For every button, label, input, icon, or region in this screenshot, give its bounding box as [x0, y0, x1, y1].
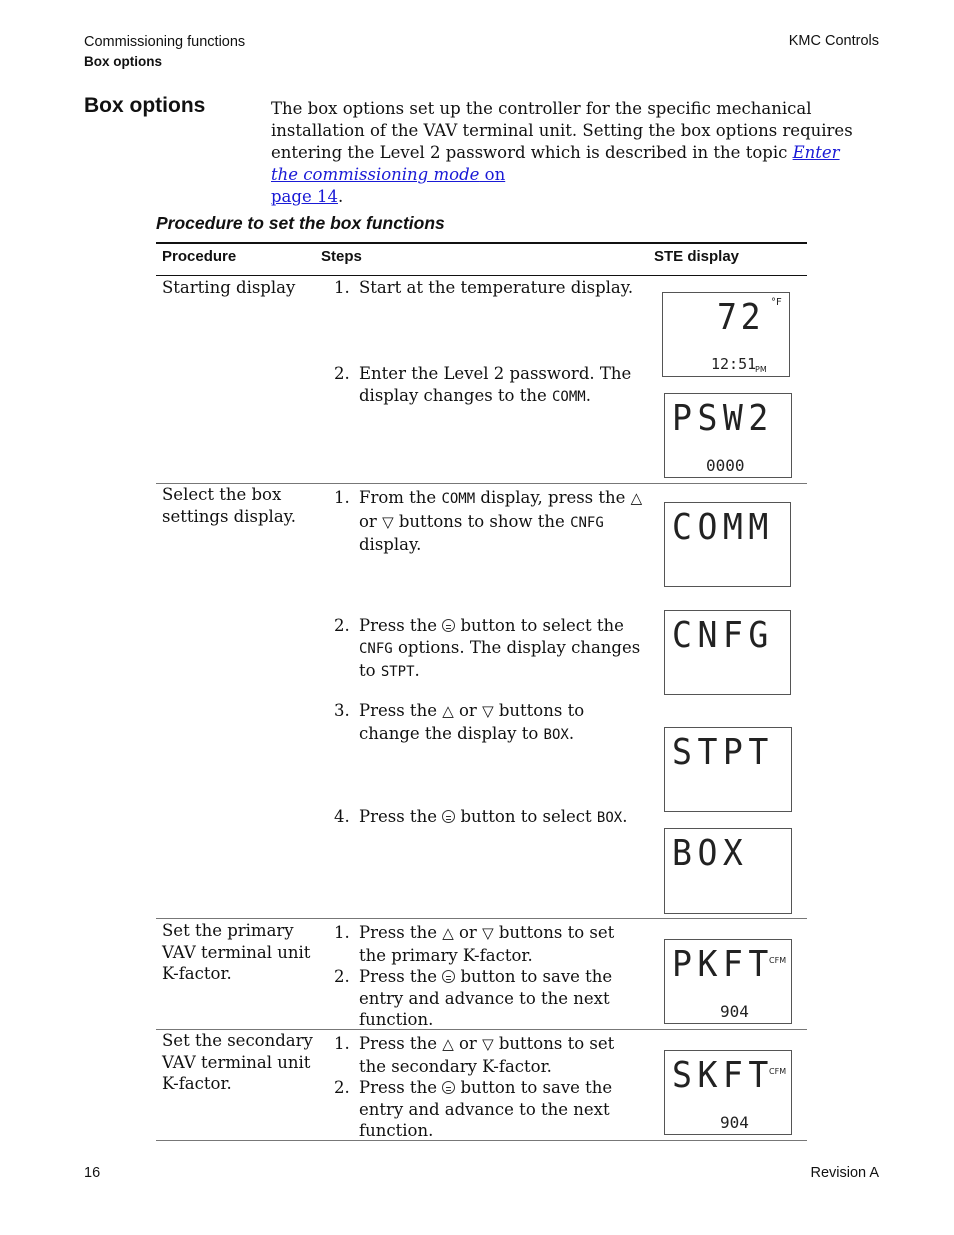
down-arrow-icon: ▽ — [482, 702, 494, 720]
lcd-unit: °F — [771, 297, 782, 308]
lcd-label-stpt: STPT — [380, 664, 415, 680]
step-number: 3. — [334, 701, 350, 720]
lcd-main-value: 72 — [717, 297, 765, 338]
lcd-main-value: SKFT — [672, 1055, 774, 1096]
intro-text: The box options set up the controller for the specific mechanical installation of the VAV terminal unit. Setting the box options requires entering the Level 2 password which is described in the topic — [271, 99, 853, 162]
down-arrow-icon: ▽ — [482, 924, 494, 942]
intro-paragraph — [271, 98, 871, 208]
running-header — [84, 33, 245, 71]
link-on[interactable]: on — [479, 165, 506, 184]
up-arrow-icon: △ — [442, 1035, 454, 1053]
step-text: Press the △ or ▽ buttons to set the secondary K-factor. — [359, 1034, 615, 1076]
step-text: Press the △ or ▽ buttons to change the display to BOX. — [359, 701, 585, 743]
step-text: Start at the temperature display. — [359, 278, 634, 297]
step-number: 4. — [334, 807, 350, 826]
row-divider — [156, 918, 807, 919]
col-header-procedure: Procedure — [162, 248, 237, 265]
enter-button-icon — [442, 619, 455, 632]
lcd-small-value: 904 — [720, 1113, 749, 1132]
lcd-display-box — [664, 828, 792, 914]
lcd-small-value: 0000 — [706, 456, 745, 475]
lcd-unit: CFM — [769, 956, 787, 965]
lcd-display-comm — [664, 502, 791, 587]
lcd-time-unit: PM — [755, 365, 767, 374]
lcd-display-psw2 — [664, 393, 792, 478]
procedure-primary-k-factor: Set the primary VAV terminal unit K-factor. — [162, 921, 311, 983]
intro-end: . — [337, 187, 344, 206]
down-arrow-icon: ▽ — [382, 512, 394, 531]
col-header-ste-display: STE display — [654, 248, 740, 265]
lcd-small-value: 904 — [720, 1002, 749, 1021]
procedure-select-box-settings: Select the box settings display. — [162, 485, 297, 526]
header-section: Commissioning functions — [84, 34, 246, 50]
lcd-display-cnfg — [664, 610, 791, 695]
lcd-main-value: STPT — [672, 732, 774, 773]
up-arrow-icon: △ — [630, 489, 643, 507]
lcd-main-value: BOX — [672, 833, 749, 874]
lcd-display-skft — [664, 1050, 792, 1135]
lcd-time: 12:51 — [711, 355, 757, 373]
lcd-main-value: PKFT — [672, 944, 774, 985]
procedure-title: Procedure to set the box functions — [156, 213, 445, 233]
revision-label: Revision A — [810, 1165, 879, 1181]
lcd-main-value: PSW2 — [672, 398, 774, 439]
lcd-display-stpt — [664, 727, 792, 812]
down-arrow-icon: ▽ — [482, 1035, 494, 1053]
step-number: 2. — [334, 1078, 350, 1097]
enter-button-icon — [442, 810, 455, 823]
page-number: 16 — [84, 1165, 101, 1181]
lcd-display-temperature — [662, 292, 790, 377]
step-number: 1. — [334, 278, 350, 297]
step-number: 1. — [334, 923, 350, 942]
section-title: Box options — [84, 94, 206, 117]
step-text: Press the button to select BOX. — [359, 807, 628, 826]
header-subsection: Box options — [84, 54, 162, 69]
lcd-label-comm: COMM — [552, 388, 586, 405]
lcd-label-box: BOX — [543, 726, 569, 743]
lcd-main-value: COMM — [672, 507, 774, 548]
lcd-label-cnfg: CNFG — [570, 514, 604, 531]
procedure-secondary-k-factor: Set the secondary VAV terminal unit K-factor. — [162, 1031, 313, 1093]
step-text: Enter the Level 2 password. The display changes to the COMM. — [359, 364, 632, 405]
enter-button-icon — [442, 1081, 455, 1094]
step-text: Press the button to save the entry and advance to the next function. — [359, 967, 613, 1029]
step-text: From the COMM display, press the △ or ▽ buttons to show the CNFG display. — [359, 488, 643, 554]
lcd-display-pkft — [664, 939, 792, 1024]
lcd-main-value: CNFG — [672, 615, 774, 656]
header-company: KMC Controls — [788, 33, 879, 49]
up-arrow-icon: △ — [442, 924, 454, 942]
step-text: Press the button to select the CNFG options. The display changes to STPT. — [359, 616, 641, 680]
col-header-steps: Steps — [321, 248, 362, 265]
lcd-label-cnfg: CNFG — [359, 640, 393, 657]
enter-button-icon — [442, 970, 455, 983]
step-text: Press the △ or ▽ buttons to set the primary K-factor. — [359, 923, 615, 965]
up-arrow-icon: △ — [442, 702, 454, 720]
commissioning-mode-link[interactable]: Enter the commissioning mode — [271, 143, 840, 184]
lcd-label-box: BOX — [596, 810, 623, 826]
page-link[interactable]: page 14 — [271, 187, 338, 206]
step-number: 1. — [334, 1034, 350, 1053]
lcd-label-comm: COMM — [441, 491, 476, 507]
step-number: 2. — [334, 364, 350, 383]
step-text: Press the button to save the entry and advance to the next function. — [359, 1078, 613, 1140]
lcd-unit: CFM — [769, 1067, 787, 1076]
table-top-rule — [156, 242, 807, 244]
procedure-starting-display: Starting display — [162, 278, 296, 297]
step-number: 2. — [334, 616, 350, 635]
step-number: 2. — [334, 967, 350, 986]
table-header-rule — [156, 275, 807, 276]
step-number: 1. — [334, 488, 350, 507]
